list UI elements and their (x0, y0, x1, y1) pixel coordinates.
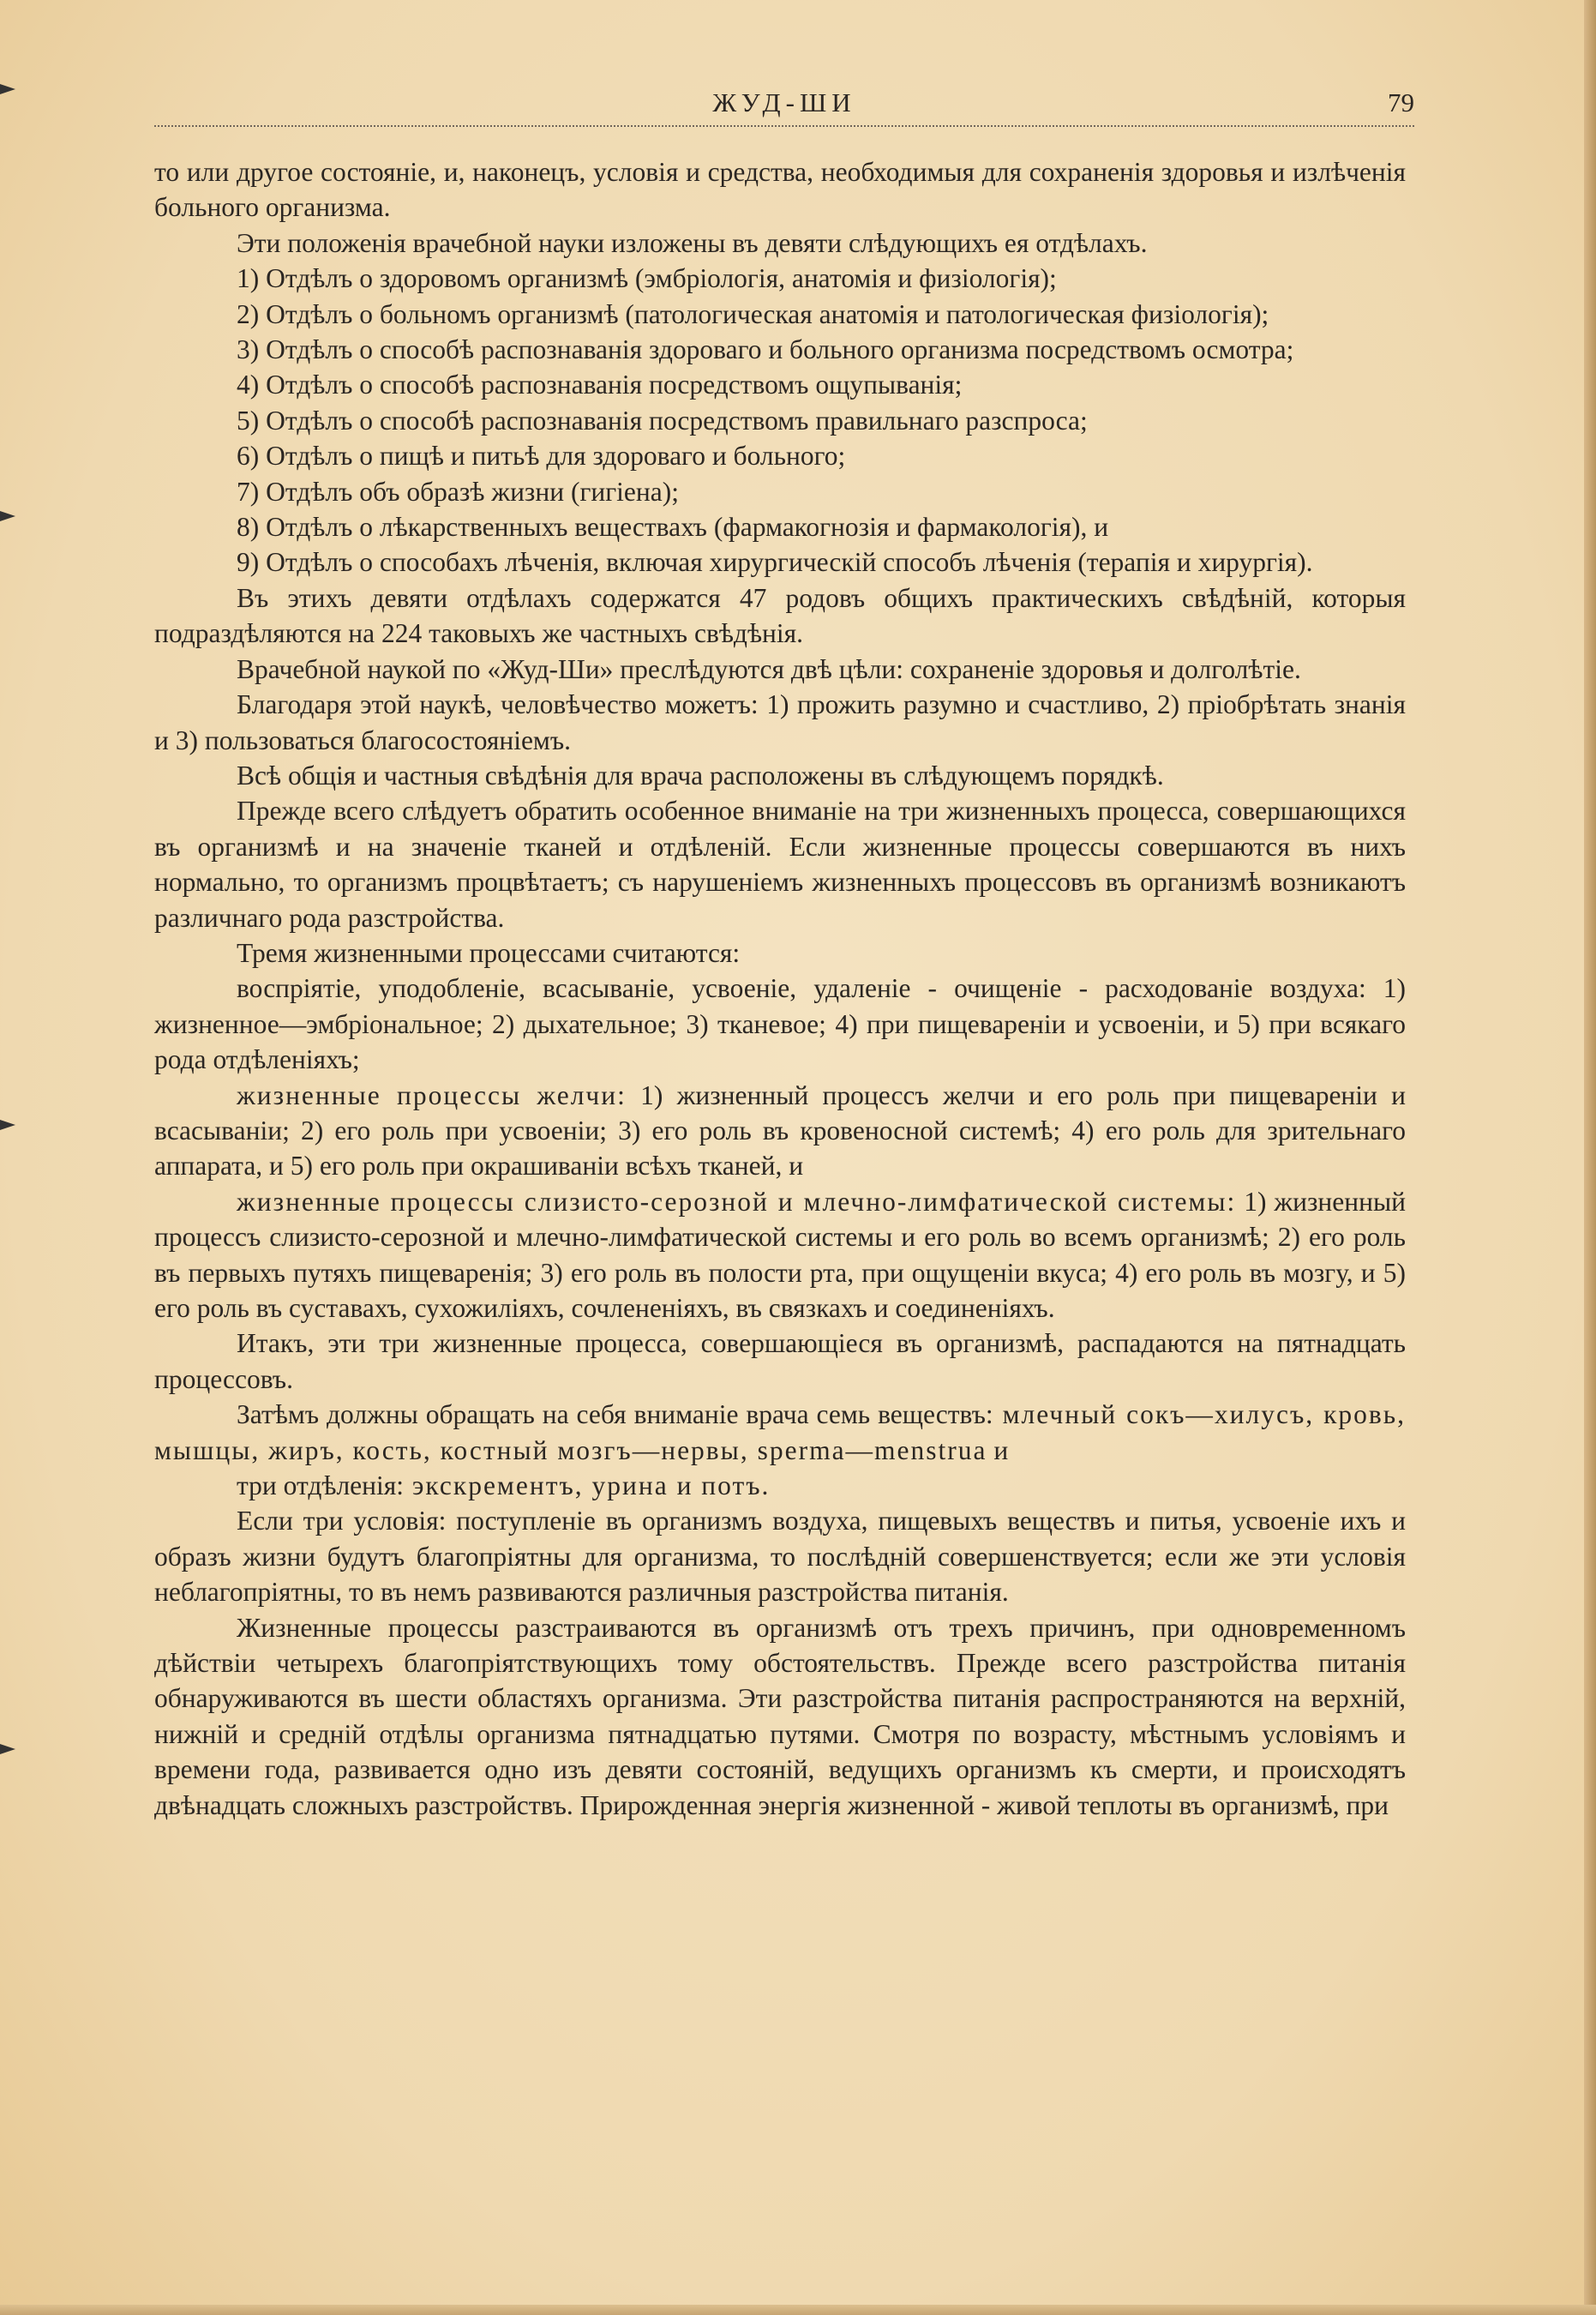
spaced-list: экскрементъ, урина и потъ. (404, 1470, 771, 1501)
paragraph-text: 1) жизненный процессъ слизисто-серозной и млечно-лимфатической системы и его роль во всемъ организмѣ; 2) его роль въ первыхъ путяхъ пищеваренія; 3) его роль въ полости рта, при ощущеніи вкуса; 4) его роль въ мозгу, и 5) его роль въ суставахъ, сухожиліяхъ, сочлененіяхъ, въ связкахъ и соединеніяхъ. (154, 1186, 1406, 1323)
margin-arrow-mark (0, 1120, 17, 1130)
margin-arrow-mark (0, 1744, 17, 1754)
paragraph: Благодаря этой наукѣ, человѣчество можетъ: 1) прожить разумно и счастливо, 2) пріобрѣтать знанія и 3) пользоваться благосостояніемъ. (154, 689, 1406, 755)
list-item: 8) Отдѣлъ о лѣкарственныхъ веществахъ (фармакогнозія и фармакологія), и (237, 512, 1109, 543)
margin-arrow-mark (0, 511, 17, 521)
list-item: 3) Отдѣлъ о способѣ распознаванія здороваго и больного организма посредствомъ осмотра; (237, 334, 1294, 365)
list-item: 2) Отдѣлъ о больномъ организмѣ (патологическая анатомія и патологическая физіологія); (237, 298, 1269, 329)
body-text (154, 154, 1406, 1823)
paragraph: Врачебной наукой по «Жуд-Ши» преслѣдуются двѣ цѣли: сохраненіе здоровья и долголѣтіе. (237, 653, 1301, 684)
spaced-list: млечный сокъ—хилусъ, кровь, мышцы, жиръ, кость, костный мозгъ—нервы, sperma—menstrua (154, 1399, 1406, 1465)
paragraph: Тремя жизненными процессами считаются: (237, 937, 741, 968)
page-edge-right (1584, 0, 1596, 2315)
paragraph-lead: три отдѣленія: (237, 1470, 404, 1501)
paragraph-tail: и (987, 1434, 1009, 1465)
paragraph-air-processes: воспріятіе, уподобленіе, всасываніе, усвоеніе, удаленіе - очищеніе - расходованіе воздуха: 1) жизненное—эмбріональное; 2) дыхательное; 3) тканевое; 4) при пищевареніи и усвоеніи, и 5) при всякаго рода отдѣленіяхъ; (154, 973, 1406, 1075)
list-item: 7) Отдѣлъ объ образѣ жизни (гигіена); (237, 476, 679, 507)
paragraph: Если три условія: поступленіе въ организмъ воздуха, пищевыхъ веществъ и питья, усвоеніе ихъ и образъ жизни будутъ благопріятны для организма, то послѣдній совершенствуется; если же эти условія неблагопріятны, то въ немъ развиваются различныя разстройства питанія. (154, 1506, 1406, 1608)
list-item: 5) Отдѣлъ о способѣ распознаванія посредствомъ правильнаго разспроса; (237, 405, 1088, 436)
page-number: 79 (1388, 87, 1414, 117)
paragraph: Эти положенія врачебной науки изложены въ девяти слѣдующихъ ея отдѣлахъ. (237, 227, 1148, 258)
running-head: ЖУД-ШИ (712, 87, 856, 117)
paragraph: Жизненные процессы разстраиваются въ организмѣ отъ трехъ причинъ, при одновременномъ дѣйствіи четырехъ благопріятствующихъ тому обстоятельствъ. Прежде всего разстройства питанія обнаруживаются въ шести областяхъ организма. Эти разстройства питанія распространяются на верхній, нижній и средній отдѣлы организма пятнадцатью путями. Смотря по возрасту, мѣстнымъ условіямъ и времени года, развивается одно изъ девяти состояній, ведущихъ организмъ къ смерти, и происходятъ двѣнадцать сложныхъ разстройствъ. Прирожденная энергія жизненной - живой теплоты въ организмѣ, при (154, 1612, 1406, 1820)
list-item: 6) Отдѣлъ о пищѣ и питьѣ для здороваго и больного; (237, 441, 846, 472)
paragraph: Въ этихъ девяти отдѣлахъ содержатся 47 родовъ общихъ практическихъ свѣдѣній, которыя подраздѣляются на 224 таковыхъ же частныхъ свѣдѣнія. (154, 582, 1406, 649)
paragraph: Итакъ, эти три жизненные процесса, совершающіеся въ организмѣ, распадаются на пятнадцать процессовъ. (154, 1328, 1406, 1394)
list-item: 4) Отдѣлъ о способѣ распознаванія посредствомъ ощупыванія; (237, 370, 963, 400)
paragraph: Прежде всего слѣдуетъ обратить особенное вниманіе на три жизненныхъ процесса, совершающихся въ организмѣ и на значеніе тканей и отдѣленій. Если жизненные процессы совершаются въ нихъ нормально, то организмъ процвѣтаетъ; съ нарушеніемъ жизненныхъ процессовъ въ организмѣ возникаютъ различнаго рода разстройства. (154, 796, 1406, 933)
paragraph-text: 1) жизненный процессъ желчи и его роль при пищевареніи и всасываніи; 2) его роль при усвоеніи; 3) его роль въ кровеносной системѣ; 4) его роль для зрительнаго аппарата, и 5) его роль при окрашиваніи всѣхъ тканей, и (154, 1079, 1406, 1182)
spaced-lead: жизненные процессы слизисто-серозной и млечно-лимфатической системы: (237, 1186, 1237, 1217)
margin-arrow-mark (0, 84, 17, 94)
header-rule (154, 125, 1414, 129)
page-edge-bottom (0, 2305, 1596, 2315)
paragraph-excretions (154, 1468, 1406, 1503)
spaced-lead: жизненные процессы желчи: (237, 1079, 627, 1110)
paragraph-mucus-processes (154, 1184, 1406, 1326)
paragraph-bile-processes (154, 1078, 1406, 1184)
list-item: 9) Отдѣлъ о способахъ лѣченія, включая хирургическій способъ лѣченія (терапія и хирургія). (237, 547, 1313, 578)
paragraph: Всѣ общія и частныя свѣдѣнія для врача расположены въ слѣдующемъ порядкѣ. (237, 760, 1164, 791)
paragraph-lead: Затѣмъ должны обращать на себя вниманіе врача семь веществъ: (237, 1399, 993, 1430)
page-header (154, 82, 1414, 134)
paragraph: то или другое состояніе, и, наконецъ, условія и средства, необходимыя для сохраненія здоровья и излѣченія больного организма. (154, 157, 1406, 223)
paragraph-substances (154, 1397, 1406, 1468)
list-item: 1) Отдѣлъ о здоровомъ организмѣ (эмбріологія, анатомія и физіологія); (237, 263, 1057, 294)
